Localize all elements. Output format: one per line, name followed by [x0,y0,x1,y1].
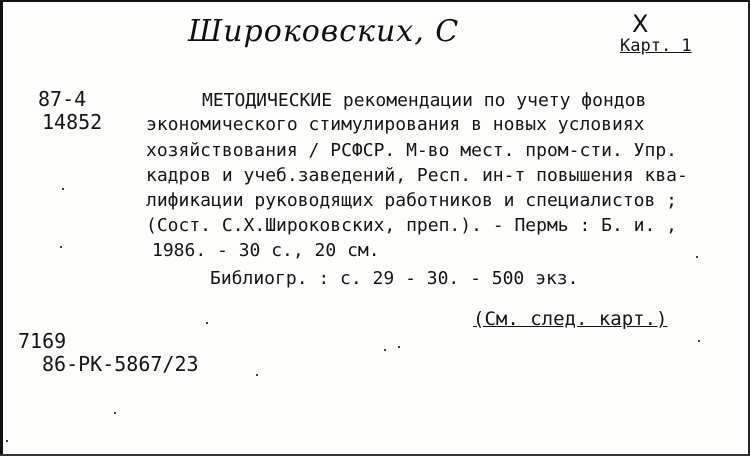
speck [698,340,700,342]
speck [398,346,400,348]
description-line-5: лификации руководящих работников и специалистов ; [146,190,678,211]
call-number-line-1: 87-4 [38,87,87,111]
speck [6,440,8,442]
card-number: Карт. 1 [620,36,692,56]
speck [384,349,386,351]
description-line-4: кадров и учеб.заведений, Респ. ин-т повышения ква- [146,165,688,186]
card-top-edge [0,0,750,2]
call-number-line-2: 14852 [42,110,103,134]
speck [114,412,116,414]
speck [62,188,64,190]
handwritten-author: Широковских, С [188,14,460,49]
card-left-edge [0,0,3,456]
description-line-7: 1986. - 30 с., 20 см. [152,240,380,261]
description-line-1: МЕТОДИЧЕСКИЕ рекомендации по учету фондов [202,90,647,111]
speck [696,256,698,258]
inventory-number: 7169 [18,329,67,353]
corner-mark: Х [632,10,649,38]
speck [60,246,62,248]
registration-number: 86-РК-5867/23 [42,352,199,376]
speck [206,322,208,324]
description-line-2: экономического стимулирования в новых условиях [146,114,645,135]
see-next-card: (См. след. карт.) [473,308,668,330]
description-line-6: (Сост. С.Х.Широковских, преп.). - Пермь : Б. и. , [146,215,678,236]
bibliography-note: Библиогр. : с. 29 - 30. - 500 экз. [210,268,579,289]
description-line-3: хозяйствования / РСФСР. М-во мест. пром-сти. Упр. [146,140,678,161]
speck [256,374,258,376]
